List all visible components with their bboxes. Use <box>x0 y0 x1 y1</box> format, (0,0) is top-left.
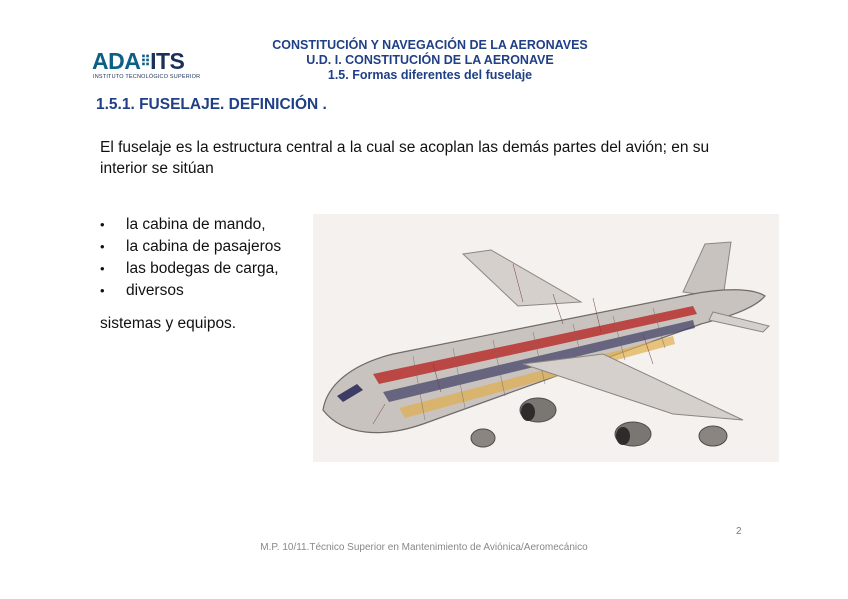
list-continuation: sistemas y equipos. <box>100 315 237 332</box>
contents-list <box>100 214 281 302</box>
logo-wordmark: ADA⠿ITS <box>92 48 185 74</box>
aircraft-cutaway-illustration <box>313 214 779 462</box>
list-item: • las bodegas de carga, <box>100 258 281 280</box>
aircraft-cutaway-drawing <box>313 214 779 462</box>
section-title: 1.5.1. FUSELAJE. DEFINICIÓN . <box>96 96 327 113</box>
page-number: 2 <box>736 526 742 537</box>
logo-text-its: ITS <box>150 48 185 74</box>
course-header <box>190 38 670 83</box>
institute-logo <box>92 48 201 88</box>
list-item: • diversos <box>100 280 281 302</box>
logo-text-ada: ADA <box>92 48 141 74</box>
header-topic-title: 1.5. Formas diferentes del fuselaje <box>327 68 533 82</box>
header-course-title: CONSTITUCIÓN Y NAVEGACIÓN DE LA AERONAVES <box>272 38 588 52</box>
list-item: • la cabina de pasajeros <box>100 236 281 258</box>
header-unit-title: U.D. I. CONSTITUCIÓN DE LA AERONAVE <box>306 53 554 67</box>
logo-subtitle: INSTITUTO TECNOLÓGICO SUPERIOR <box>93 74 201 80</box>
footer-text: M.P. 10/11.Técnico Superior en Mantenimiento de Aviónica/Aeromecánico <box>260 542 588 553</box>
list-item: • la cabina de mando, <box>100 214 281 236</box>
intro-paragraph: El fuselaje es la estructura central a la cual se acoplan las demás partes del avión; en su interior se sitúan <box>100 139 710 177</box>
